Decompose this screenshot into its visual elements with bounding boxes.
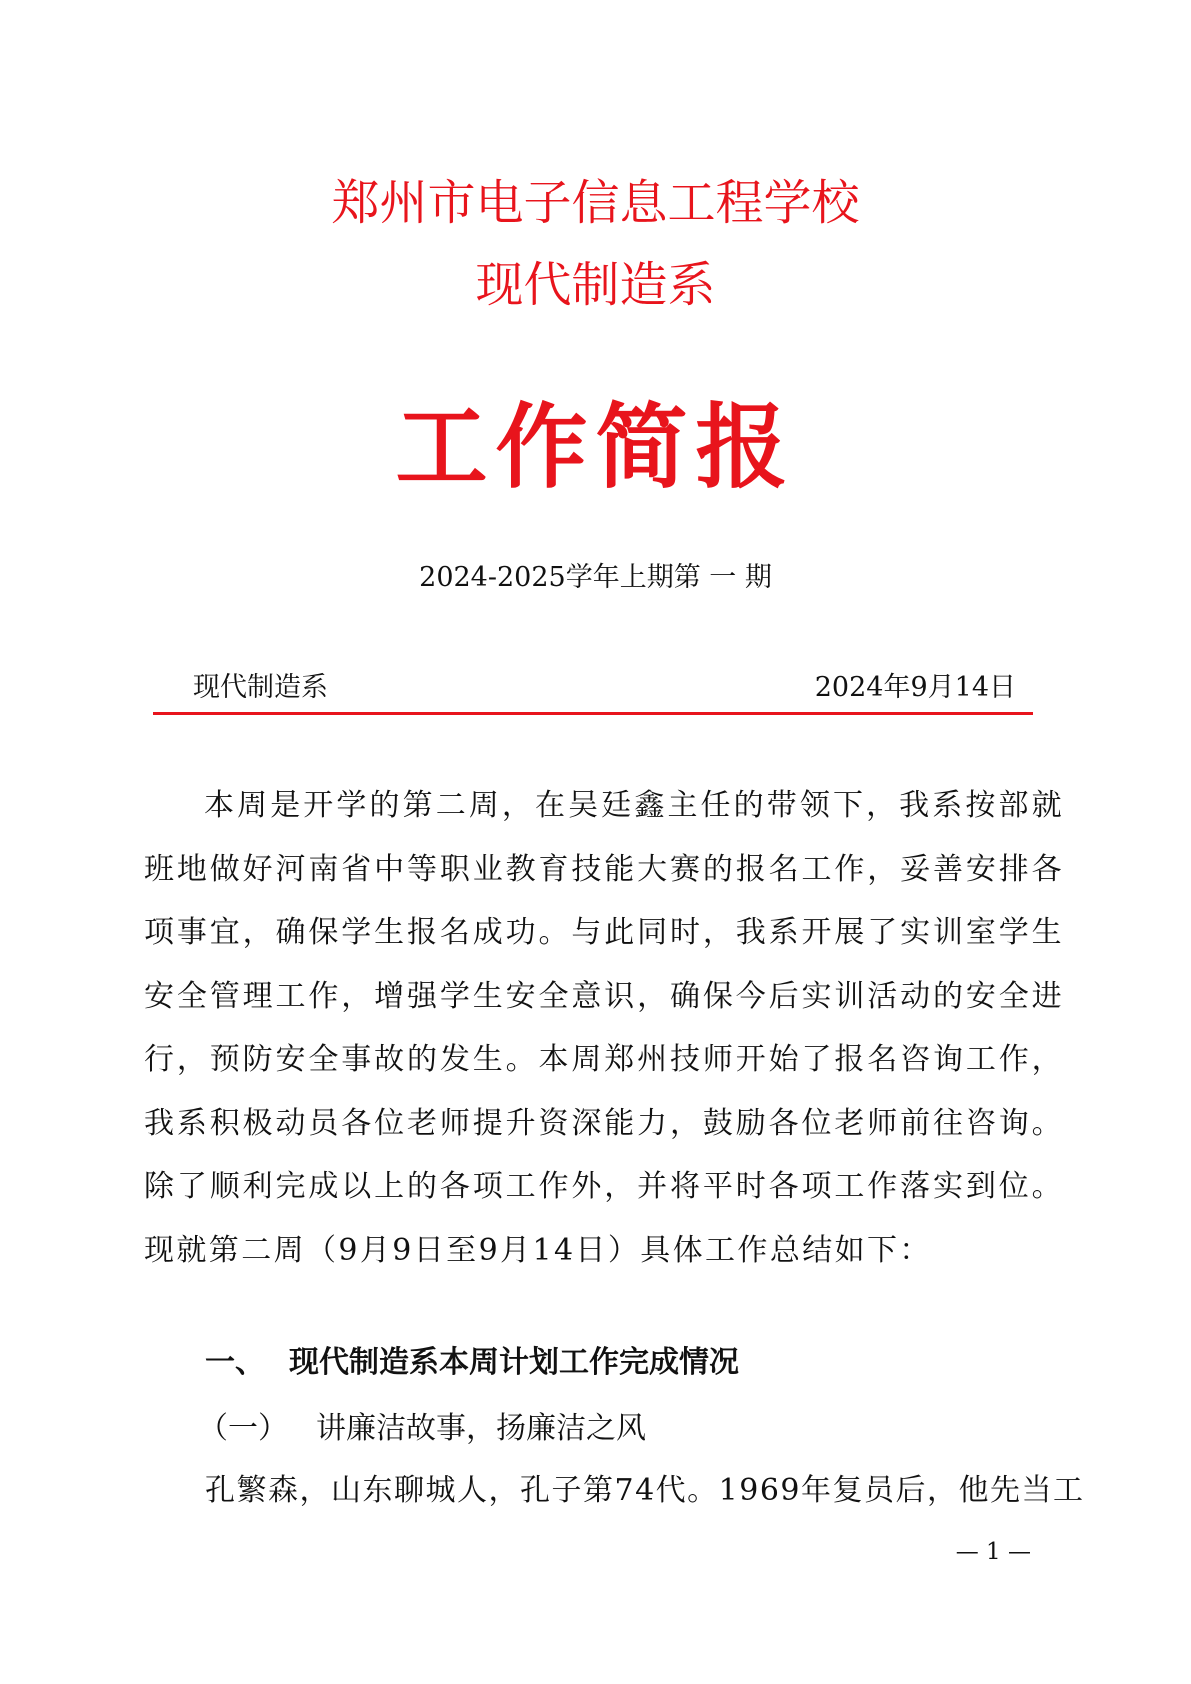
subsection-title: 讲廉洁故事，扬廉洁之风 bbox=[316, 1411, 646, 1446]
story-paragraph: 孔繁森，山东聊城人，孔子第74代。1969年复员后，他先当工 bbox=[205, 1473, 1085, 1508]
issue-number: 2024-2025学年上期第 一 期 bbox=[419, 562, 772, 593]
issue-date: 2024年9月14日 bbox=[814, 672, 1016, 703]
subsection-heading bbox=[198, 1409, 646, 1449]
school-name: 郑州市电子信息工程学校 bbox=[331, 175, 860, 231]
issuer-department: 现代制造系 bbox=[193, 672, 328, 703]
section-title: 现代制造系本周计划工作完成情况 bbox=[289, 1345, 739, 1380]
subsection-number: （一） bbox=[198, 1411, 288, 1446]
section-number: 一、 bbox=[205, 1345, 265, 1380]
red-divider-rule bbox=[153, 712, 1033, 715]
page-number: — 1 — bbox=[955, 1539, 1031, 1565]
department-name: 现代制造系 bbox=[475, 257, 716, 313]
bulletin-title: 工作简报 bbox=[395, 393, 796, 501]
section-heading bbox=[205, 1343, 739, 1383]
intro-paragraph: 本周是开学的第二周，在吴廷鑫主任的带领下，我系按部就班地做好河南省中等职业教育技能大赛的报名工作，妥善安排各项事宜，确保学生报名成功。与此同时，我系开展了实训室学生安全管理工作，增强学生安全意识，确保今后实训活动的安全进行，预防安全事故的发生。本周郑州技师开始了报名咨询工作，我系积极动员各位老师提升资深能力，鼓励各位老师前往咨询。除了顺利完成以上的各项工作外，并将平时各项工作落实到位。现就第二周（9月9日至9月14日）具体工作总结如下： bbox=[144, 788, 1064, 1268]
